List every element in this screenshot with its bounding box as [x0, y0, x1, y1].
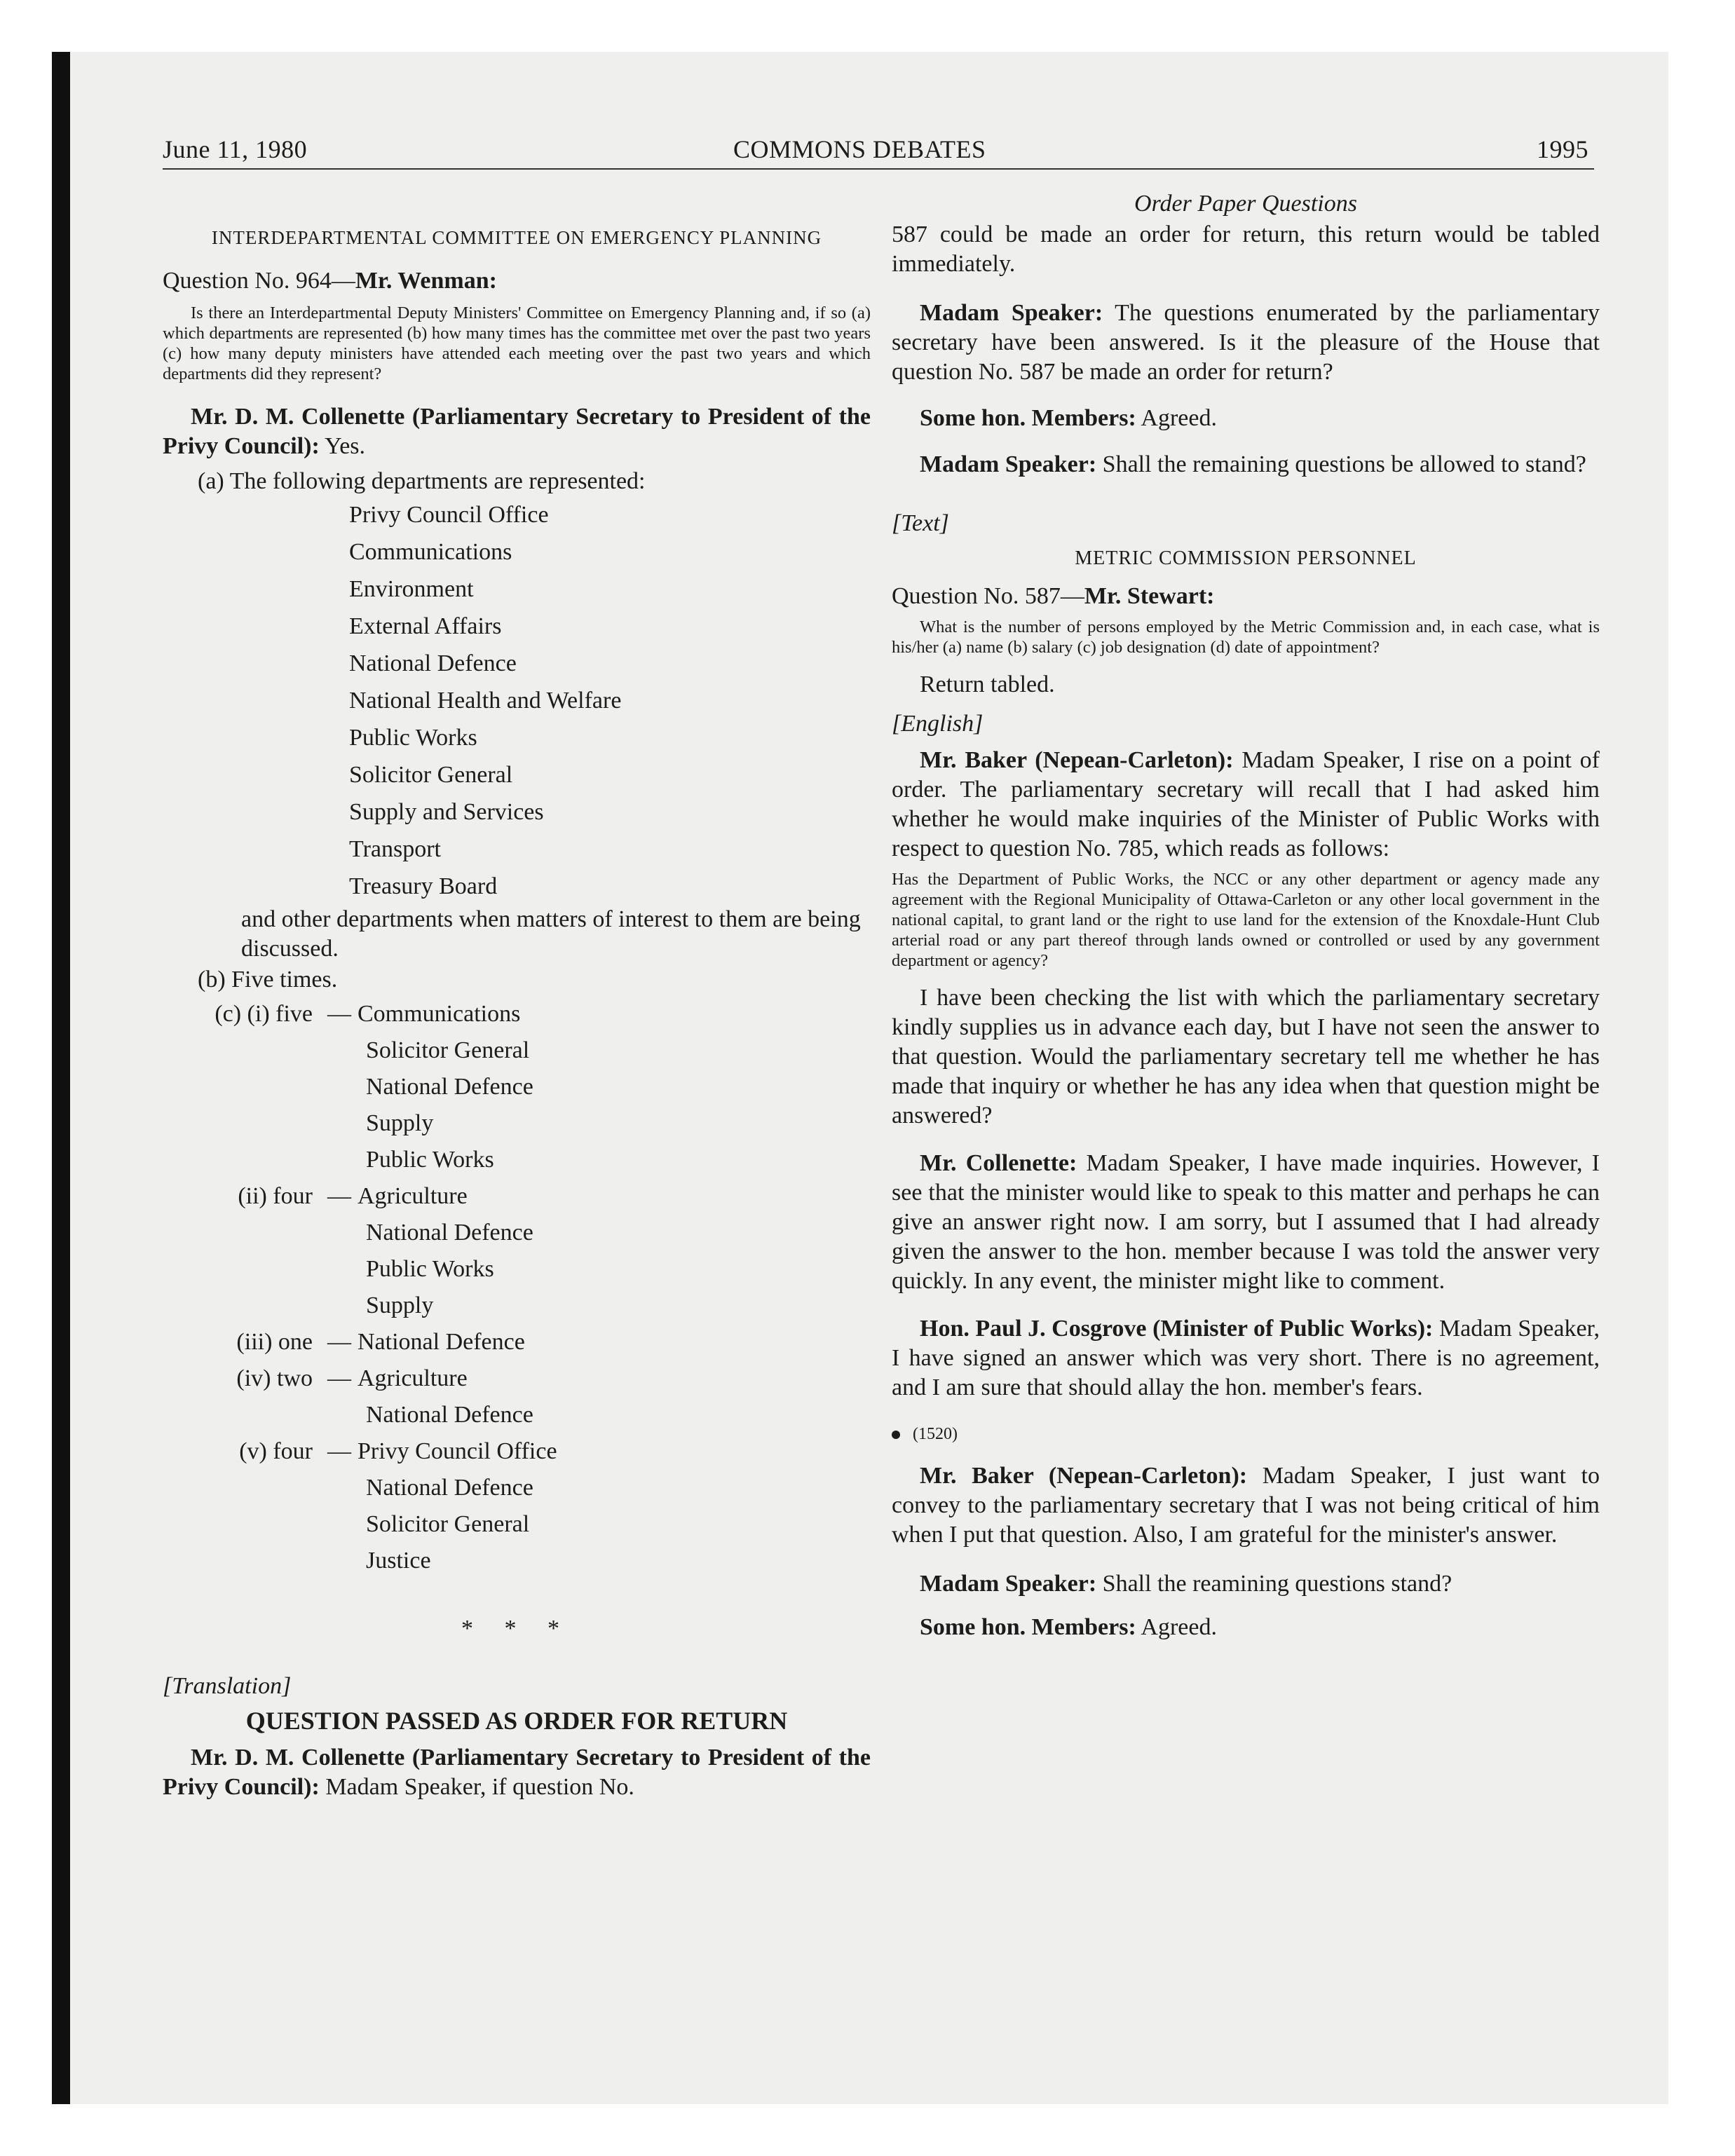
department-item: Solicitor General — [349, 762, 513, 788]
speaker-name: Madam Speaker: — [920, 451, 1097, 477]
speech-baker-1-cont: I have been checking the list with which the parliamentary secretary kindly supplies us in advance each day, but I have not seen the answer to that question. Would the parliamentary secretary tell me whether he has made that inquiry or whether he has any idea when that question might be answered? — [892, 985, 1600, 1128]
speech-madam-speaker-1 — [892, 299, 1600, 387]
header-date: June 11, 1980 — [163, 135, 308, 163]
meeting-label: (v) four — [239, 1438, 313, 1464]
meeting-department: Public Works — [366, 1256, 494, 1282]
section-heading: INTERDEPARTMENTAL COMMITTEE ON EMERGENCY PLANNING — [211, 227, 822, 248]
meeting-department: Agriculture — [358, 1365, 468, 1391]
left-column — [163, 189, 871, 1802]
speech-cosgrove — [892, 1314, 1600, 1403]
department-item: Public Works — [349, 725, 477, 751]
speaker-name: Some hon. Members: — [920, 1614, 1136, 1640]
speaker-name: Mr. Collenette: — [920, 1150, 1077, 1176]
meeting-department: Supply — [366, 1110, 434, 1136]
meeting-dash: — — [327, 1365, 351, 1391]
meeting-row — [163, 1178, 871, 1215]
question-prefix: Question No. 587— — [892, 583, 1084, 609]
meeting-department: Justice — [366, 1548, 431, 1574]
binding-edge — [52, 52, 70, 2104]
department-list — [163, 496, 871, 905]
meeting-label: (c) (i) five — [215, 1001, 313, 1027]
order-heading: QUESTION PASSED AS ORDER FOR RETURN — [245, 1707, 788, 1735]
meeting-row — [163, 996, 871, 1032]
meeting-department: Communications — [358, 1001, 521, 1027]
meeting-row — [163, 1433, 871, 1470]
time-mark: (1520) — [913, 1425, 958, 1443]
department-item: National Health and Welfare — [349, 688, 622, 714]
meeting-label: (iii) one — [236, 1329, 313, 1355]
translation-tag: [Translation] — [163, 1673, 292, 1699]
header-title: COMMONS DEBATES — [733, 135, 986, 163]
meeting-department: Public Works — [366, 1147, 494, 1173]
meeting-department: Agriculture — [358, 1183, 468, 1209]
speaker-name: Madam Speaker: — [920, 1571, 1097, 1597]
meeting-row — [163, 1324, 871, 1360]
meeting-label: (iv) two — [236, 1365, 313, 1391]
speech-text: Shall the remaining questions be allowed to stand? — [1102, 451, 1586, 477]
meeting-dash: — — [327, 1329, 351, 1355]
department-item: External Affairs — [349, 613, 502, 639]
answer-text: Yes. — [325, 433, 366, 459]
answer-speaker: Mr. D. M. Collenette (Parliamentary Secretary to President of the Privy Council): — [163, 404, 871, 459]
section-divider-stars: * * * — [461, 1616, 572, 1642]
speaker-name: Madam Speaker: — [920, 300, 1103, 326]
return-tabled: Return tabled. — [920, 671, 1055, 697]
department-item: National Defence — [349, 650, 517, 676]
speech-text: Agreed. — [1141, 405, 1217, 431]
speech-members-2 — [892, 1613, 1600, 1642]
speech-members-1 — [892, 404, 1600, 433]
answer-paragraph — [163, 402, 871, 461]
department-item: Communications — [349, 539, 512, 565]
department-item: Transport — [349, 836, 441, 862]
speech-text: Madam Speaker, I rise on a point of order. The parliamentary secretary will recall that I had asked him whether he would make inquiries of the Minister of Public Works with respect to question No. 785, which reads as follows: — [892, 747, 1600, 861]
speech-madam-speaker-2 — [892, 450, 1600, 479]
continued-text: 587 could be made an order for return, this return would be tabled immediately. — [892, 221, 1600, 277]
meeting-department: Solicitor General — [366, 1511, 530, 1537]
part-a-tail: and other departments when matters of interest to them are being discussed. — [241, 906, 861, 962]
speaker-name: Mr. Baker (Nepean-Carleton): — [920, 1463, 1248, 1489]
speech-madam-speaker-3 — [892, 1569, 1600, 1599]
question-member: Mr. Wenman: — [355, 268, 497, 294]
department-item: Privy Council Office — [349, 502, 549, 528]
question-587-text: What is the number of persons employed by the Metric Commission and, in each case, what is his/her (a) name (b) salary (c) job designation (d) date of appointment? — [892, 618, 1600, 657]
question-prefix: Question No. 964— — [163, 268, 355, 294]
department-item: Supply and Services — [349, 799, 544, 825]
order-paragraph — [163, 1743, 871, 1802]
question-member: Mr. Stewart: — [1084, 583, 1215, 609]
speech-text: Madam Speaker, I just want to convey to the parliamentary secretary that I was not being critical of him when I put that question. Also, I am grateful for the minister's answer. — [892, 1463, 1600, 1548]
bullet-icon — [892, 1431, 900, 1439]
meeting-row — [163, 1360, 871, 1397]
meeting-department: Supply — [366, 1292, 434, 1318]
speaker-name: Mr. Baker (Nepean-Carleton): — [920, 747, 1234, 773]
order-speaker: Mr. D. M. Collenette (Parliamentary Secretary to President of the Privy Council): — [163, 1745, 871, 1800]
speaker-name: Hon. Paul J. Cosgrove (Minister of Public Works): — [920, 1316, 1434, 1342]
text-tag: [Text] — [892, 510, 949, 536]
meeting-department: National Defence — [366, 1220, 533, 1246]
part-c-meetings — [163, 996, 871, 1579]
running-head: Order Paper Questions — [1134, 191, 1357, 217]
part-a-intro: (a) The following departments are represented: — [198, 468, 646, 494]
meeting-department: National Defence — [366, 1402, 533, 1428]
speech-text: The questions enumerated by the parliamentary secretary have been answered. Is it the pleasure of the House that question No. 587 be made an order for return? — [892, 300, 1600, 385]
speech-text: Shall the reamining questions stand? — [1102, 1571, 1452, 1597]
meeting-label: (ii) four — [238, 1183, 313, 1209]
header-page-number: 1995 — [1537, 135, 1588, 163]
meeting-department: National Defence — [358, 1329, 525, 1355]
speech-text: Madam Speaker, I have signed an answer which was very short. There is no agreement, and I am sure that should allay the hon. member's fears. — [892, 1316, 1600, 1400]
speech-baker-2 — [892, 1461, 1600, 1550]
time-marker — [892, 1422, 1600, 1446]
speech-text: Agreed. — [1141, 1614, 1217, 1640]
speech-collenette — [892, 1149, 1600, 1296]
question-785-text: Has the Department of Public Works, the NCC or any other department or agency made any agreement with the Regional Municipality of Ottawa-Carleton or any other local government in the national capital, to grant land or the right to use land for the extension of the Knoxdale-Hunt Club arterial road or any part thereof through lands owned or controlled or used by any government department or agency? — [892, 870, 1600, 970]
meeting-department: National Defence — [366, 1074, 533, 1100]
header-rule — [163, 168, 1594, 170]
question-964 — [163, 266, 871, 296]
meeting-dash: — — [327, 1001, 351, 1027]
right-column — [892, 189, 1600, 1642]
department-item: Treasury Board — [349, 873, 498, 899]
meeting-department: National Defence — [366, 1475, 533, 1501]
order-text: Madam Speaker, if question No. — [325, 1774, 634, 1800]
speech-text: Madam Speaker, I have made inquiries. However, I see that the minister would like to speak to this matter and perhaps he can give an answer right now. I am sorry, but I assumed that I had already given the answer to the hon. member because I was told the answer very quickly. In any event, the minister might like to comment. — [892, 1150, 1600, 1294]
question-text: Is there an Interdepartmental Deputy Ministers' Committee on Emergency Planning and, if so (a) which departments are represented (b) how many times has the committee met over the past two years (c) how many deputy ministers have attended each meeting over the past two years and which departments did they represent? — [163, 303, 871, 383]
meeting-department: Solicitor General — [366, 1037, 530, 1063]
meeting-dash: — — [327, 1438, 351, 1464]
question-587 — [892, 582, 1600, 611]
part-b: (b) Five times. — [198, 967, 338, 992]
speaker-name: Some hon. Members: — [920, 405, 1136, 431]
speech-baker-1 — [892, 746, 1600, 864]
meeting-dash: — — [327, 1183, 351, 1209]
meeting-department: Privy Council Office — [358, 1438, 557, 1464]
metric-heading: METRIC COMMISSION PERSONNEL — [1075, 547, 1417, 569]
english-tag: [English] — [892, 711, 984, 737]
department-item: Environment — [349, 576, 474, 602]
